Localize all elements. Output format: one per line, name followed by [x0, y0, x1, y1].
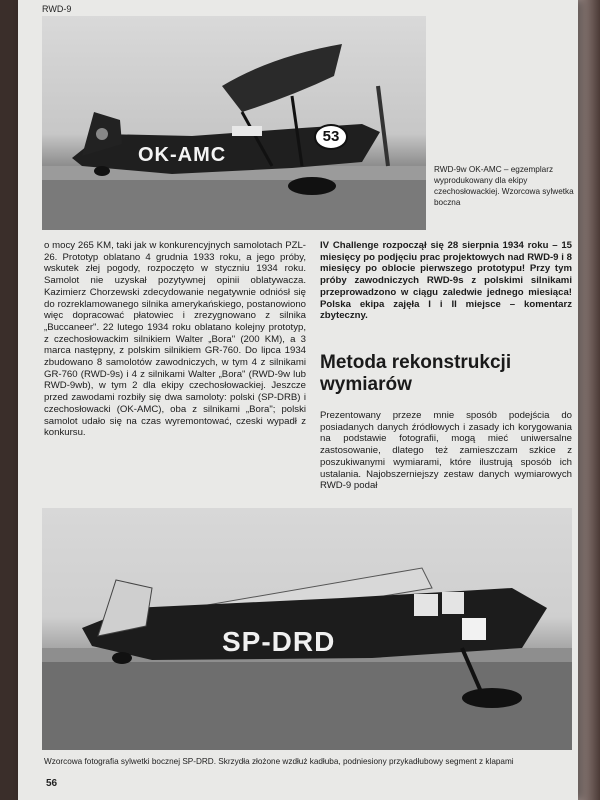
page-number: 56: [46, 778, 58, 789]
section-heading: Metoda rekonstrukcji wymiarów: [320, 352, 512, 395]
book-page: [18, 0, 578, 800]
race-number-badge: 53: [314, 124, 348, 150]
registration-ok-amc: OK-AMC: [138, 144, 227, 166]
adjacent-page-edge: [578, 0, 600, 800]
right-column-body: Prezentowany przeze mnie sposób podejścia do posiadanych danych źródłowych i zasady ich korygowania na podstawie fotografii, mogą mieć uniwersalne zastosowanie, dlatego też zamieszczam szkice z poszukiwanymi wymiarami, które ilustrują sposób ich ustalania. Najobszerniejszy zestaw danych wymiarowych RWD-9 podał: [320, 410, 572, 492]
registration-sp-drd: SP-DRD: [222, 626, 336, 657]
caption-bottom: Wzorcowa fotografia sylwetki bocznej SP-DRD. Skrzydła złożone wzdłuż kadłuba, podniesiony przykadłubowy segment z klapami: [44, 757, 514, 766]
caption-top: RWD-9w OK-AMC – egzemplarz wyprodukowany dla ekipy czechosłowackiej. Wzorcowa sylwetka boczna: [434, 165, 574, 207]
photo-sp-drd: [42, 508, 572, 750]
left-column-text: o mocy 265 KM, taki jak w konkurencyjnych samolotach PZL-26. Prototyp oblatano 4 grudnia 1933 roku, a jego próby, wskutek złej pogody, rozpoczęto w styczniu 1934 roku. Samolot nie uzyskał pozytywnej opinii oblatywacza. Kazimierz Chorzewski zdecydowanie negatywnie odniósł się do rozreklamowanego silnika amerykańskiego, postanowiono więc dopracować płatowiec i zrezygnowano z silnika „Buccaneer". 22 lutego 1934 roku oblatano kolejny prototyp, z czechosłowackim silnikiem Walter „Bora" (200 KM), a 3 marca następny, z polskim silnikiem GR-760. Do lipca 1934 zbudowano 8 samolotów zawodniczych, w tym 4 z silnikami GR-760 (RWD-9s) i 4 z silnikami Walter „Bora" (RWD-9w lub RWD-9wb), w tym 2 dla ekipy czechosłowackiej. Jeszcze przed zawodami rozbiły się dwa samoloty: polski (SP-DRB) i czechosłowacki (OK-AMC), oba z silnikami „Bora"; polski samolot udało się na czas wyremontować, czeski wypadł z konkursu.: [44, 240, 306, 439]
photo-rwd9w-ok-amc: [42, 16, 426, 230]
running-head: RWD-9: [42, 4, 72, 14]
right-column-intro-bold: IV Challenge rozpoczął się 28 sierpnia 1934 roku – 15 miesięcy po podjęciu prac projektowych nad RWD-9 i 8 miesięcy po oblocie pierwszego prototypu! Przy tym próby zawodniczych RWD-9s z polskimi silnikami przeprowadzono w ciągu zaledwie jednego miesiąca! Polska ekipa zajęła I i II miejsce – komentarz zbyteczny.: [320, 240, 572, 322]
plane-illustration-top: [42, 16, 426, 230]
